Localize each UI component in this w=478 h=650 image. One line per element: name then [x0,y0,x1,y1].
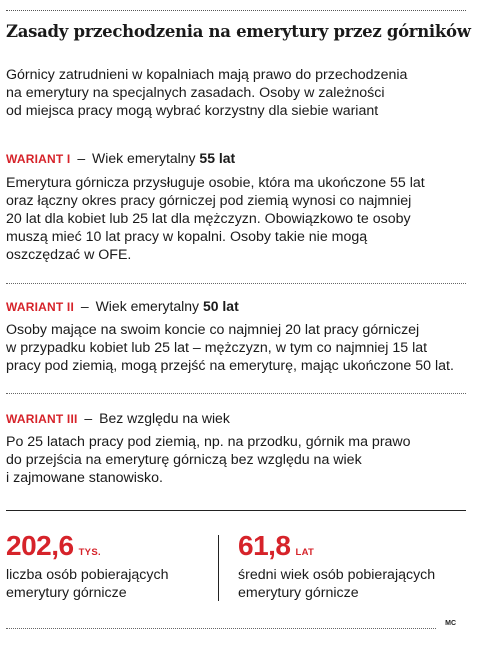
author-credit: MC [445,620,456,627]
variant-3-dash: – [84,410,93,426]
variant-1-line: muszą mieć 10 lat pracy w kopalni. Osoby takie nie mogą [6,229,368,245]
intro-paragraph [6,66,466,120]
variant-2-line: Osoby mające na swoim koncie co najmniej 20 lat pracy górniczej [6,322,420,338]
variant-2-body [6,321,466,375]
variant-2-dash: – [80,298,89,314]
intro-line: Górnicy zatrudnieni w kopalniach mają prawo do przechodzenia [6,67,408,83]
stat-unit: TYS. [78,547,101,558]
variant-1-heading [6,150,235,166]
variant-2-heading-text: Wiek emerytalny [95,298,200,314]
variant-2-heading [6,298,239,314]
stat-description-line: emerytury górnicze [6,585,127,601]
page-title: Zasady przechodzenia na emerytury przez górników [6,22,471,41]
stat-average-age [238,530,435,602]
stat-description [6,566,168,602]
variant-3-heading [6,410,230,426]
variant-2-label: WARIANT II [6,300,74,314]
variant-2-age: 50 lat [202,298,239,314]
variant-2-line: w przypadku kobiet lub 25 lat – mężczyzn, w tym co najmniej 15 lat [6,340,428,356]
stat-value: 61,8 LAT [238,530,315,561]
stat-description-line: liczba osób pobierających [6,567,169,583]
variant-3-heading-text: Bez względu na wiek [99,410,230,426]
variant-3-line: Po 25 latach pracy pod ziemią, np. na przodku, górnik ma prawo [6,434,411,450]
stat-description-line: średni wiek osób pobierających [238,567,436,583]
variant-1-age: 55 lat [199,150,236,166]
variant-1-line: Emerytura górnicza przysługuje osobie, która ma ukończone 55 lat [6,175,425,191]
section-divider [6,393,466,394]
stat-unit: LAT [295,547,315,558]
stat-description-line: emerytury górnicze [238,585,359,601]
section-divider [6,283,466,284]
variant-1-line: oszczędzać w OFE. [6,247,132,263]
intro-line: od miejsca pracy mogą wybrać korzystny dla siebie wariant [6,103,379,119]
variant-1-label: WARIANT I [6,152,71,166]
stats-vertical-divider [218,535,219,601]
bottom-divider [6,628,436,629]
variant-1-dash: – [77,150,86,166]
stat-retirees-count [6,530,168,602]
variant-1-line: oraz łączny okres pracy górniczej pod ziemią wynosi co najmniej [6,193,412,209]
variant-1-line: 20 lat dla kobiet lub 25 lat dla mężczyzn. Obowiązkowo te osoby [6,211,411,227]
variant-1-heading-text: Wiek emerytalny [92,150,196,166]
intro-line: na emerytury na specjalnych zasadach. Osoby w zależności [6,85,385,101]
variant-2-line: pracy pod ziemią, mogą przejść na emeryturę, mając ukończone 50 lat. [6,358,454,374]
infographic [6,0,471,650]
variant-3-line: do przejścia na emeryturę górniczą bez względu na wiek [6,452,362,468]
stats-divider [6,510,466,511]
variant-1-body [6,174,466,264]
stat-value: 202,6 TYS. [6,530,101,561]
stat-description [238,566,435,602]
variant-3-body [6,433,466,487]
top-divider [6,10,466,11]
variant-3-label: WARIANT III [6,412,78,426]
variant-3-line: i zajmowane stanowisko. [6,470,163,486]
